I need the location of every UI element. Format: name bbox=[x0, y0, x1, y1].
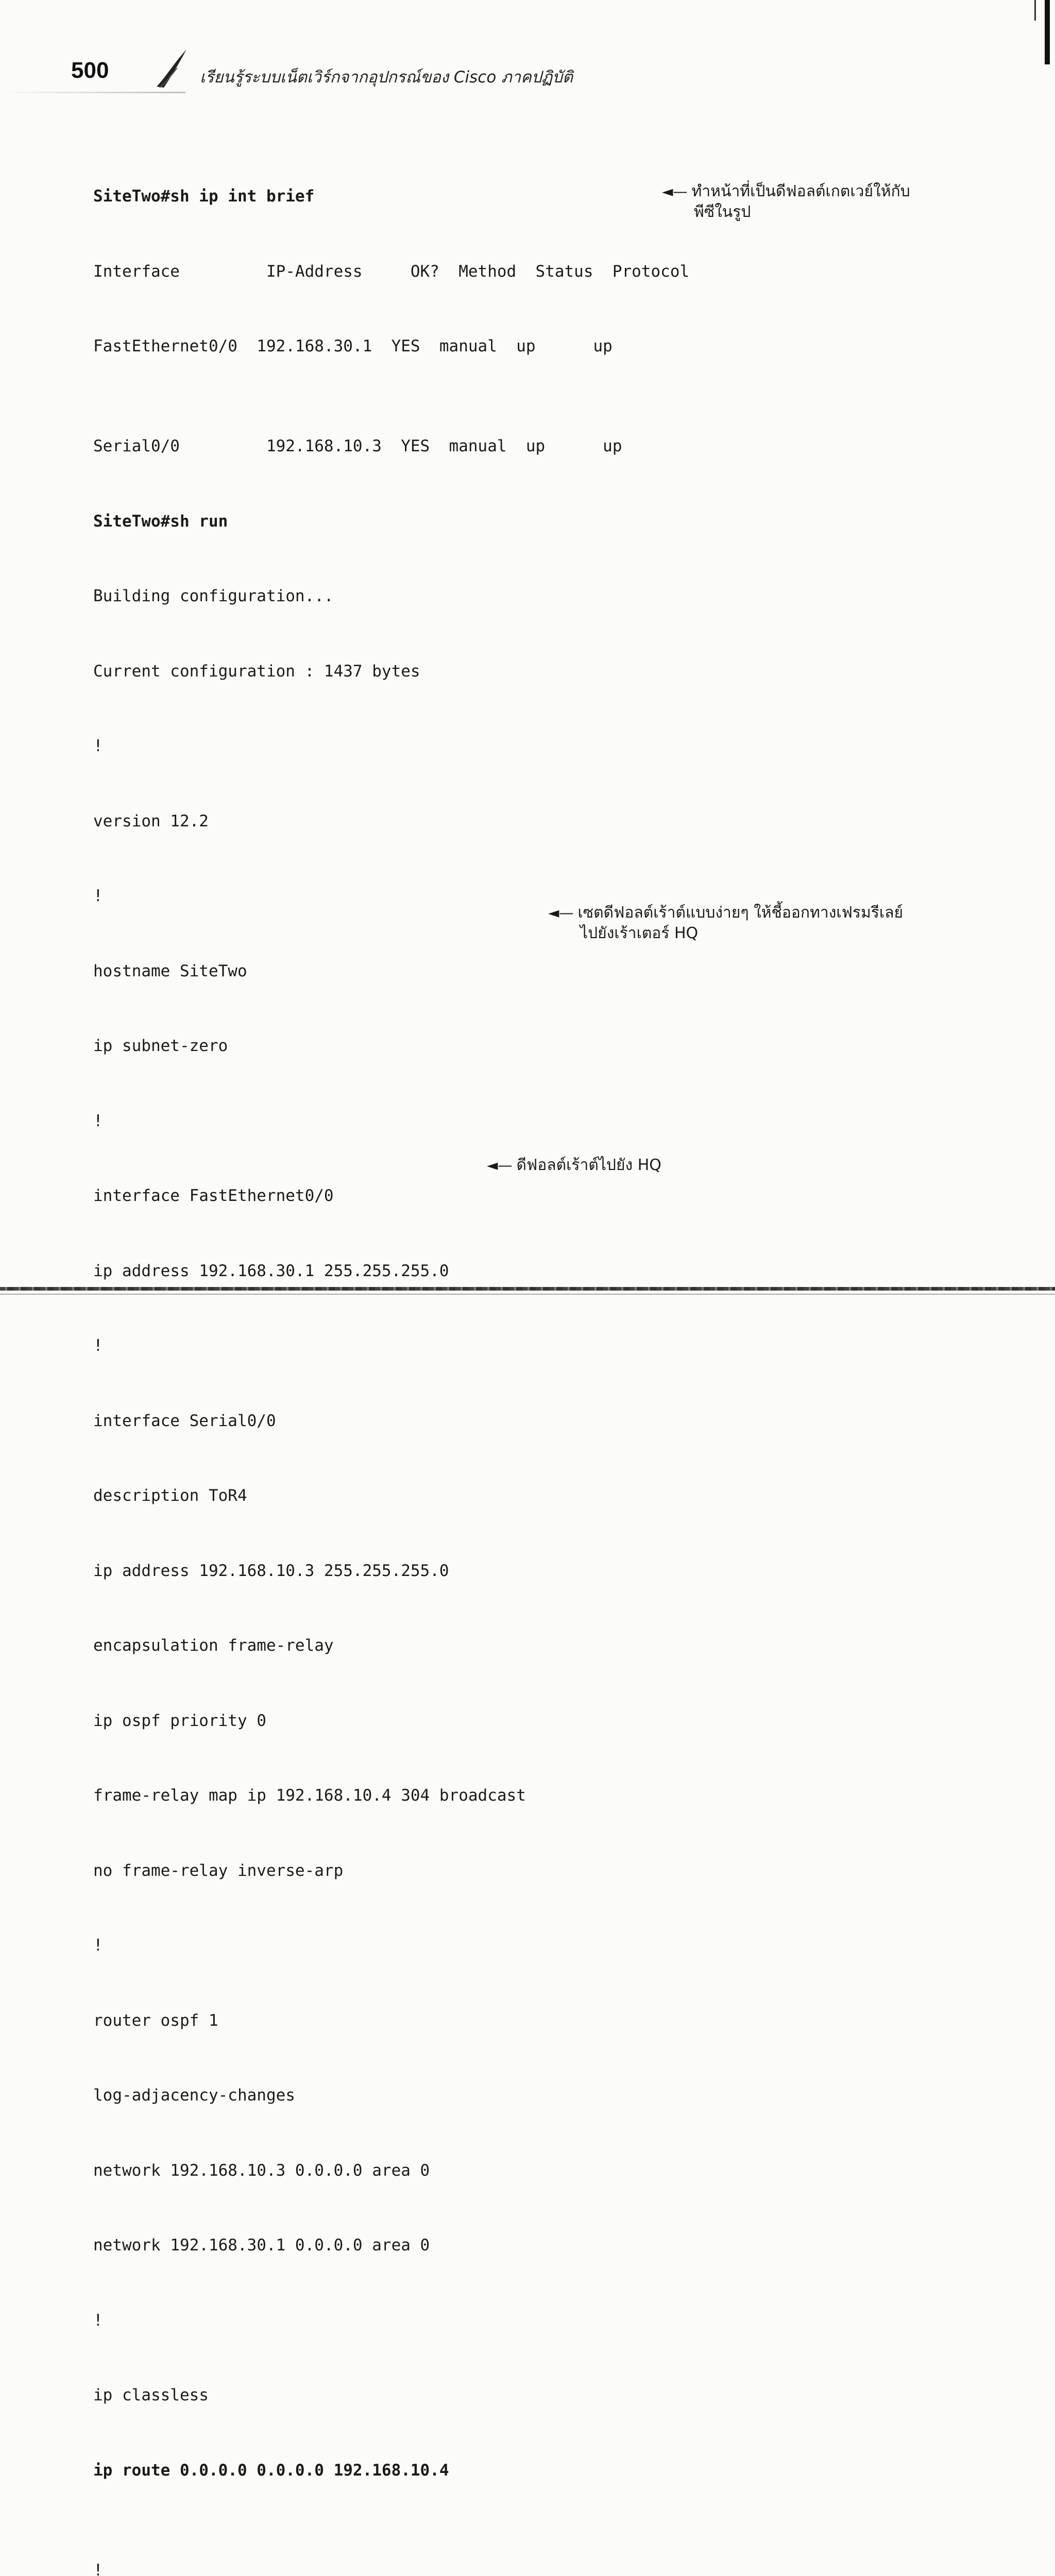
footer-rule-thin bbox=[0, 1294, 1055, 1295]
code-line: no frame-relay inverse-arp bbox=[93, 1858, 928, 1884]
code-line: network 192.168.30.1 0.0.0.0 area 0 bbox=[93, 2233, 928, 2258]
code-line: Serial0/0 192.168.10.3 YES manual up up bbox=[93, 434, 928, 459]
code-line: ! bbox=[93, 1933, 928, 1958]
code-line: router ospf 1 bbox=[93, 2008, 928, 2033]
arrow-left-icon: ◄— bbox=[487, 1157, 513, 1174]
code-line: log-adjacency-changes bbox=[93, 2083, 928, 2108]
code-line: description ToR4 bbox=[93, 1483, 928, 1509]
code-line: ! bbox=[93, 1109, 928, 1134]
code-line-highlight: ip route 0.0.0.0 0.0.0.0 192.168.10.4 bbox=[93, 2458, 928, 2508]
arrow-left-icon: ◄— bbox=[548, 904, 574, 921]
code-line: ip address 192.168.10.3 255.255.255.0 bbox=[93, 1558, 928, 1584]
code-line: ! bbox=[93, 884, 928, 909]
code-line: interface Serial0/0 bbox=[93, 1409, 928, 1434]
code-line-command: SiteTwo#sh run bbox=[93, 509, 928, 534]
code-line: ip classless bbox=[93, 2383, 928, 2408]
code-line: frame-relay map ip 192.168.10.4 304 broadcast bbox=[93, 1783, 928, 1808]
running-title: เรียนรู้ระบบเน็ตเวิร์กจากอุปกรณ์ของ Cisco ภาคปฏิบัติ bbox=[200, 64, 573, 90]
annotation-text: ดีฟอลต์เร้าต์ไปยัง HQ bbox=[517, 1156, 661, 1174]
page-edge-mark bbox=[1045, 0, 1050, 64]
annotation-static-route bbox=[548, 903, 903, 944]
code-line: Interface IP-Address OK? Method Status Protocol bbox=[93, 259, 928, 284]
header-rule bbox=[0, 92, 185, 93]
annotation-text: ไปยังเร้าเตอร์ HQ bbox=[548, 923, 903, 944]
code-line: encapsulation frame-relay bbox=[93, 1633, 928, 1658]
annotation-text: เซตดีฟอลต์เร้าต์แบบง่ายๆ ให้ชี้ออกทางเฟรมรีเลย์ bbox=[578, 904, 904, 922]
header-swoosh-ornament bbox=[155, 47, 191, 89]
code-line: ! bbox=[93, 734, 928, 759]
code-line: version 12.2 bbox=[93, 809, 928, 834]
page-edge-ticks bbox=[1034, 0, 1043, 21]
code-line: Building configuration... bbox=[93, 584, 928, 609]
code-line: ! bbox=[93, 1333, 928, 1359]
code-line: Current configuration : 1437 bytes bbox=[93, 659, 928, 684]
annotation-text: พีซีในรูป bbox=[662, 202, 910, 223]
footer-rule bbox=[0, 1287, 1055, 1291]
code-line: ip ospf priority 0 bbox=[93, 1708, 928, 1734]
code-line: ! bbox=[93, 2558, 928, 2576]
annotation-text: ทำหน้าที่เป็นดีฟอลต์เกตเวย์ให้กับ bbox=[692, 182, 910, 200]
code-line: FastEthernet0/0 192.168.30.1 YES manual up up bbox=[93, 334, 928, 384]
annotation-default-route bbox=[487, 1155, 661, 1176]
code-line: ip subnet-zero bbox=[93, 1033, 928, 1059]
code-line: interface FastEthernet0/0 bbox=[93, 1183, 928, 1209]
cli-listing bbox=[93, 134, 928, 2576]
arrow-left-icon: ◄— bbox=[662, 183, 688, 200]
code-line-command: SiteTwo#sh ip int brief bbox=[93, 184, 928, 209]
code-line: network 192.168.10.3 0.0.0.0 area 0 bbox=[93, 2158, 928, 2183]
code-line: hostname SiteTwo bbox=[93, 959, 928, 984]
annotation-default-gateway bbox=[662, 181, 910, 223]
page-number: 500 bbox=[71, 58, 109, 83]
code-line: ip address 192.168.30.1 255.255.255.0 bbox=[93, 1259, 928, 1284]
code-line: ! bbox=[93, 2308, 928, 2333]
